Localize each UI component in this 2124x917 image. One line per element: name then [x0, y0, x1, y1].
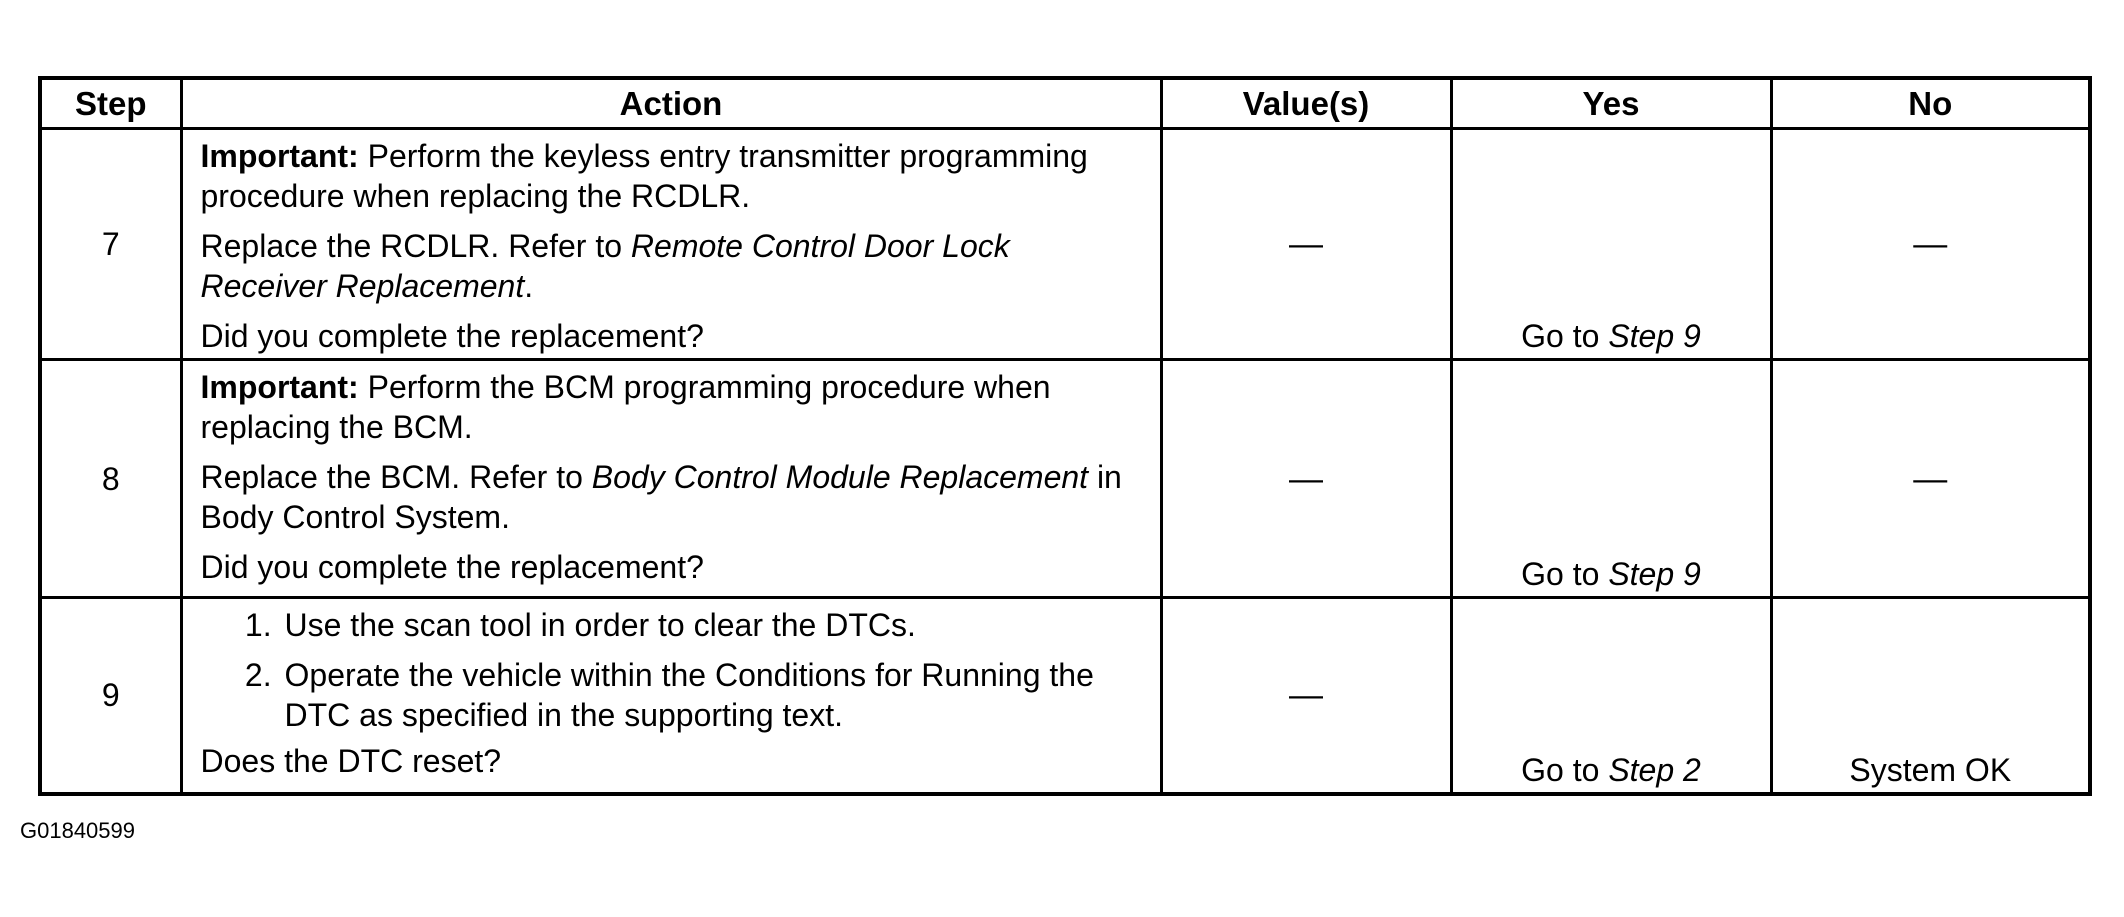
question: Did you complete the replacement? [200, 318, 704, 354]
value-cell [1161, 129, 1451, 360]
no-cell [1771, 360, 2090, 598]
important-text: Perform the BCM programming procedure when replacing the BCM. [200, 369, 1051, 445]
yes-cell [1451, 598, 1771, 794]
yes-prefix: Go to [1521, 318, 1609, 354]
header-row [40, 78, 2090, 129]
step-number: 7 [40, 129, 181, 360]
action-cell [181, 129, 1161, 360]
instruction [201, 457, 1142, 537]
yes-cell [1451, 360, 1771, 598]
value-dash: — [1289, 676, 1323, 715]
yes-prefix: Go to [1521, 556, 1609, 592]
important-note [201, 367, 1142, 447]
instruction [201, 226, 1142, 306]
value-dash: — [1289, 225, 1323, 263]
instruction-tail: in Body Control System. [200, 459, 1122, 535]
yes-step-reference: Step 9 [1608, 318, 1701, 354]
instruction-text: Replace the BCM. Refer to [200, 459, 592, 495]
yes-prefix: Go to [1521, 751, 1609, 788]
figure-code: G01840599 [20, 818, 135, 843]
instruction-text: Replace the RCDLR. Refer to [200, 228, 631, 264]
action-cell [181, 360, 1161, 598]
instruction-reference: Body Control Module Replacement [591, 459, 1089, 495]
no-dash: — [1913, 459, 1948, 498]
table-row-step-9 [40, 598, 2090, 794]
list-item: 1. Use the scan tool in order to clear the DTCs. [281, 605, 1142, 645]
important-label: Important: [200, 138, 359, 174]
question: Did you complete the replacement? [200, 549, 704, 585]
important-label: Important: [200, 369, 359, 405]
important-note [201, 136, 1142, 216]
important-text: Perform the keyless entry transmitter programming procedure when replacing the RCDLR. [200, 138, 1088, 214]
no-cell: System OK [1771, 598, 2090, 794]
no-cell [1771, 129, 2090, 360]
value-dash: — [1289, 459, 1323, 498]
question: Does the DTC reset? [200, 743, 502, 779]
step-number: 9 [40, 598, 181, 794]
procedure-list [201, 605, 1142, 735]
instruction-tail: . [524, 268, 534, 304]
header-action: Action [181, 78, 1161, 129]
instruction-reference: Remote Control Door Lock Receiver Replacement [200, 228, 1010, 304]
header-no: No [1771, 78, 2090, 129]
action-cell [181, 598, 1161, 794]
diagnostic-table [38, 76, 2092, 796]
header-step: Step [40, 78, 181, 129]
yes-step-reference: Step 2 [1608, 751, 1701, 788]
value-cell [1161, 598, 1451, 794]
value-cell [1161, 360, 1451, 598]
step-number: 8 [40, 360, 181, 598]
header-values: Value(s) [1161, 78, 1451, 129]
list-item: 2. Operate the vehicle within the Conditions for Running the DTC as specified in the supporting text. [281, 655, 1142, 735]
table-row-step-8 [40, 360, 2090, 598]
header-yes: Yes [1451, 78, 1771, 129]
table-row-step-7 [40, 129, 2090, 360]
yes-step-reference: Step 9 [1608, 556, 1701, 592]
yes-cell [1451, 129, 1771, 360]
no-dash: — [1913, 225, 1948, 263]
